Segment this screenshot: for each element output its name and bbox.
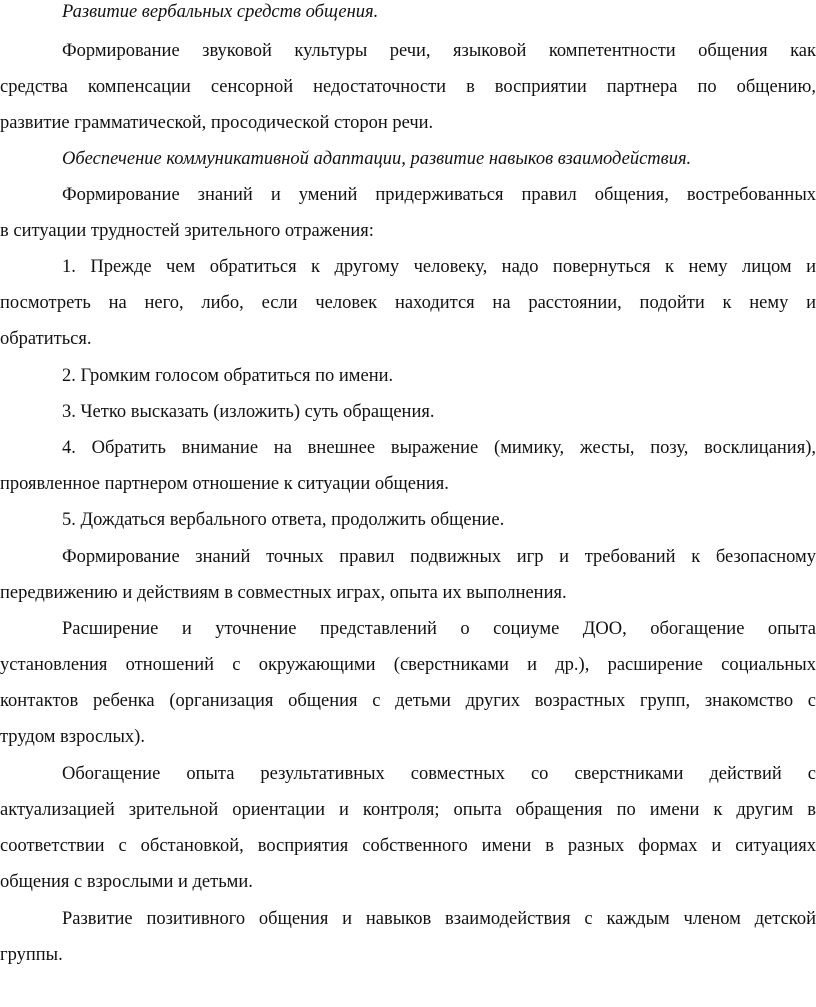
paragraph-line: Формирование знаний и умений придерживаться правил общения, востребованных (62, 185, 816, 205)
paragraph-line: Формирование знаний точных правил подвижных игр и требований к безопасному (62, 547, 816, 567)
paragraph-line: Формирование звуковой культуры речи, языковой компетентности общения как (62, 41, 816, 61)
list-item-2: 2. Громким голосом обратиться по имени. (62, 366, 394, 386)
list-item-1: 1. Прежде чем обратиться к другому человеку, надо повернуться к нему лицом и (62, 257, 816, 277)
list-item-1-continued: посмотреть на него, либо, если человек находится на расстоянии, подойти к нему и (0, 293, 816, 313)
section-heading-verbal-means: Развитие вербальных средств общения. (62, 2, 379, 22)
paragraph-line: соответствии с обстановкой, восприятия собственного имени в разных формах и ситуациях (0, 836, 816, 856)
paragraph-line: актуализацией зрительной ориентации и контроля; опыта обращения по имени к другим в (0, 800, 816, 820)
paragraph-line: трудом взрослых). (0, 727, 145, 747)
paragraph-line: установления отношений с окружающими (сверстниками и др.), расширение социальных (0, 655, 816, 675)
paragraph-line: развитие грамматической, просодической сторон речи. (0, 113, 434, 133)
list-item-3: 3. Четко высказать (изложить) суть обращения. (62, 402, 435, 422)
list-item-5: 5. Дождаться вербального ответа, продолжить общение. (62, 510, 505, 530)
paragraph-line: средства компенсации сенсорной недостаточности в восприятии партнера по общению, (0, 77, 816, 97)
paragraph-line: общения с взрослыми и детьми. (0, 872, 253, 892)
paragraph-line: группы. (0, 945, 63, 965)
paragraph-line: Обогащение опыта результативных совместных со сверстниками действий с (62, 764, 816, 784)
section-heading-communicative-adaptation: Обеспечение коммуникативной адаптации, развитие навыков взаимодействия. (62, 149, 692, 169)
list-item-4-continued: проявленное партнером отношение к ситуации общения. (0, 474, 449, 494)
list-item-4: 4. Обратить внимание на внешнее выражение (мимику, жесты, позу, восклицания), (62, 438, 816, 458)
paragraph-line: передвижению и действиям в совместных играх, опыта их выполнения. (0, 583, 567, 603)
paragraph-line: контактов ребенка (организация общения с детьми других возрастных групп, знакомство с (0, 691, 816, 711)
paragraph-line: в ситуации трудностей зрительного отражения: (0, 221, 374, 241)
paragraph-line: Развитие позитивного общения и навыков взаимодействия с каждым членом детской (62, 909, 816, 929)
paragraph-line: Расширение и уточнение представлений о социуме ДОО, обогащение опыта (62, 619, 816, 639)
list-item-1-continued: обратиться. (0, 329, 92, 349)
